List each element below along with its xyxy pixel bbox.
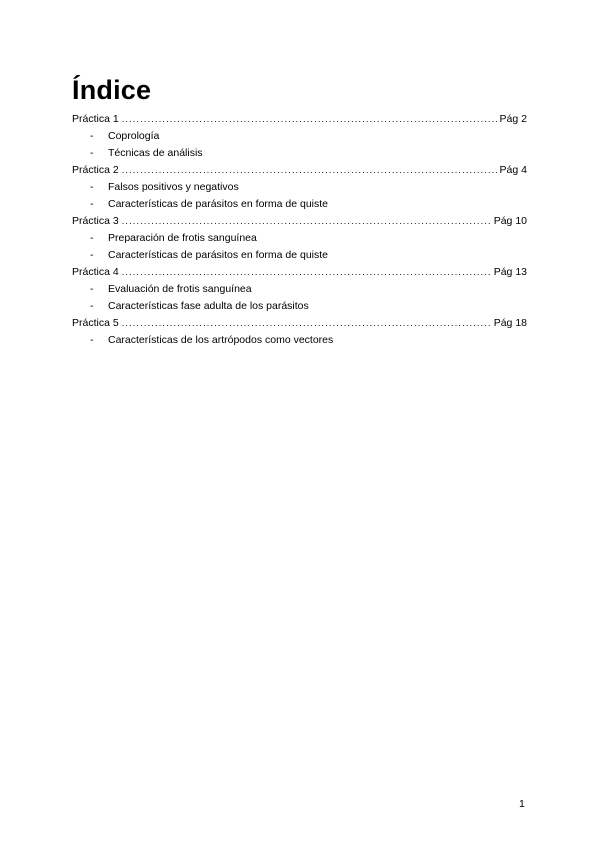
toc-subitem [72, 247, 527, 264]
toc-subitem [72, 179, 527, 196]
toc-entry-page: Pág 13 [493, 266, 527, 278]
table-of-contents [72, 111, 527, 349]
toc-subitem-text: Características fase adulta de los parásitos [108, 300, 309, 312]
toc-entry-page: Pág 4 [499, 164, 527, 176]
toc-dot-leader [122, 264, 491, 281]
toc-subitem [72, 196, 527, 213]
toc-subitem-text: Técnicas de análisis [108, 147, 203, 159]
toc-subitem-text: Preparación de frotis sanguínea [108, 232, 257, 244]
toc-dot-leader [122, 213, 491, 230]
list-dash: - [90, 181, 94, 193]
list-dash: - [90, 334, 94, 346]
toc-dot-leader [122, 315, 491, 332]
toc-dot-leader [122, 111, 497, 128]
toc-subitem [72, 128, 527, 145]
toc-subitem-text: Evaluación de frotis sanguínea [108, 283, 252, 295]
toc-subitem-text: Falsos positivos y negativos [108, 181, 239, 193]
toc-entry-page: Pág 18 [493, 317, 527, 329]
list-dash: - [90, 198, 94, 210]
list-dash: - [90, 249, 94, 261]
page-title: Índice [72, 75, 152, 105]
toc-dot-leader [122, 162, 497, 179]
toc-entry-label: Práctica 3 [72, 215, 119, 227]
toc-entry-practica-4[interactable] [72, 264, 527, 281]
toc-entry-practica-2[interactable] [72, 162, 527, 179]
list-dash: - [90, 283, 94, 295]
toc-entry-label: Práctica 1 [72, 113, 119, 125]
toc-subitem [72, 332, 527, 349]
toc-subitem [72, 145, 527, 162]
toc-subitem-text: Coprología [108, 130, 160, 142]
toc-entry-label: Práctica 2 [72, 164, 119, 176]
list-dash: - [90, 147, 94, 159]
toc-entry-label: Práctica 5 [72, 317, 119, 329]
toc-subitem-text: Características de los artrópodos como vectores [108, 334, 334, 346]
toc-entry-practica-5[interactable] [72, 315, 527, 332]
toc-entry-page: Pág 10 [493, 215, 527, 227]
toc-entry-practica-3[interactable] [72, 213, 527, 230]
page-number: 1 [519, 798, 525, 810]
toc-subitem [72, 230, 527, 247]
toc-entry-page: Pág 2 [499, 113, 527, 125]
list-dash: - [90, 232, 94, 244]
list-dash: - [90, 130, 94, 142]
toc-entry-label: Práctica 4 [72, 266, 119, 278]
toc-subitem-text: Características de parásitos en forma de quiste [108, 249, 329, 261]
toc-subitem [72, 281, 527, 298]
toc-subitem [72, 298, 527, 315]
toc-entry-practica-1[interactable] [72, 111, 527, 128]
list-dash: - [90, 300, 94, 312]
toc-subitem-text: Características de parásitos en forma de quiste [108, 198, 329, 210]
